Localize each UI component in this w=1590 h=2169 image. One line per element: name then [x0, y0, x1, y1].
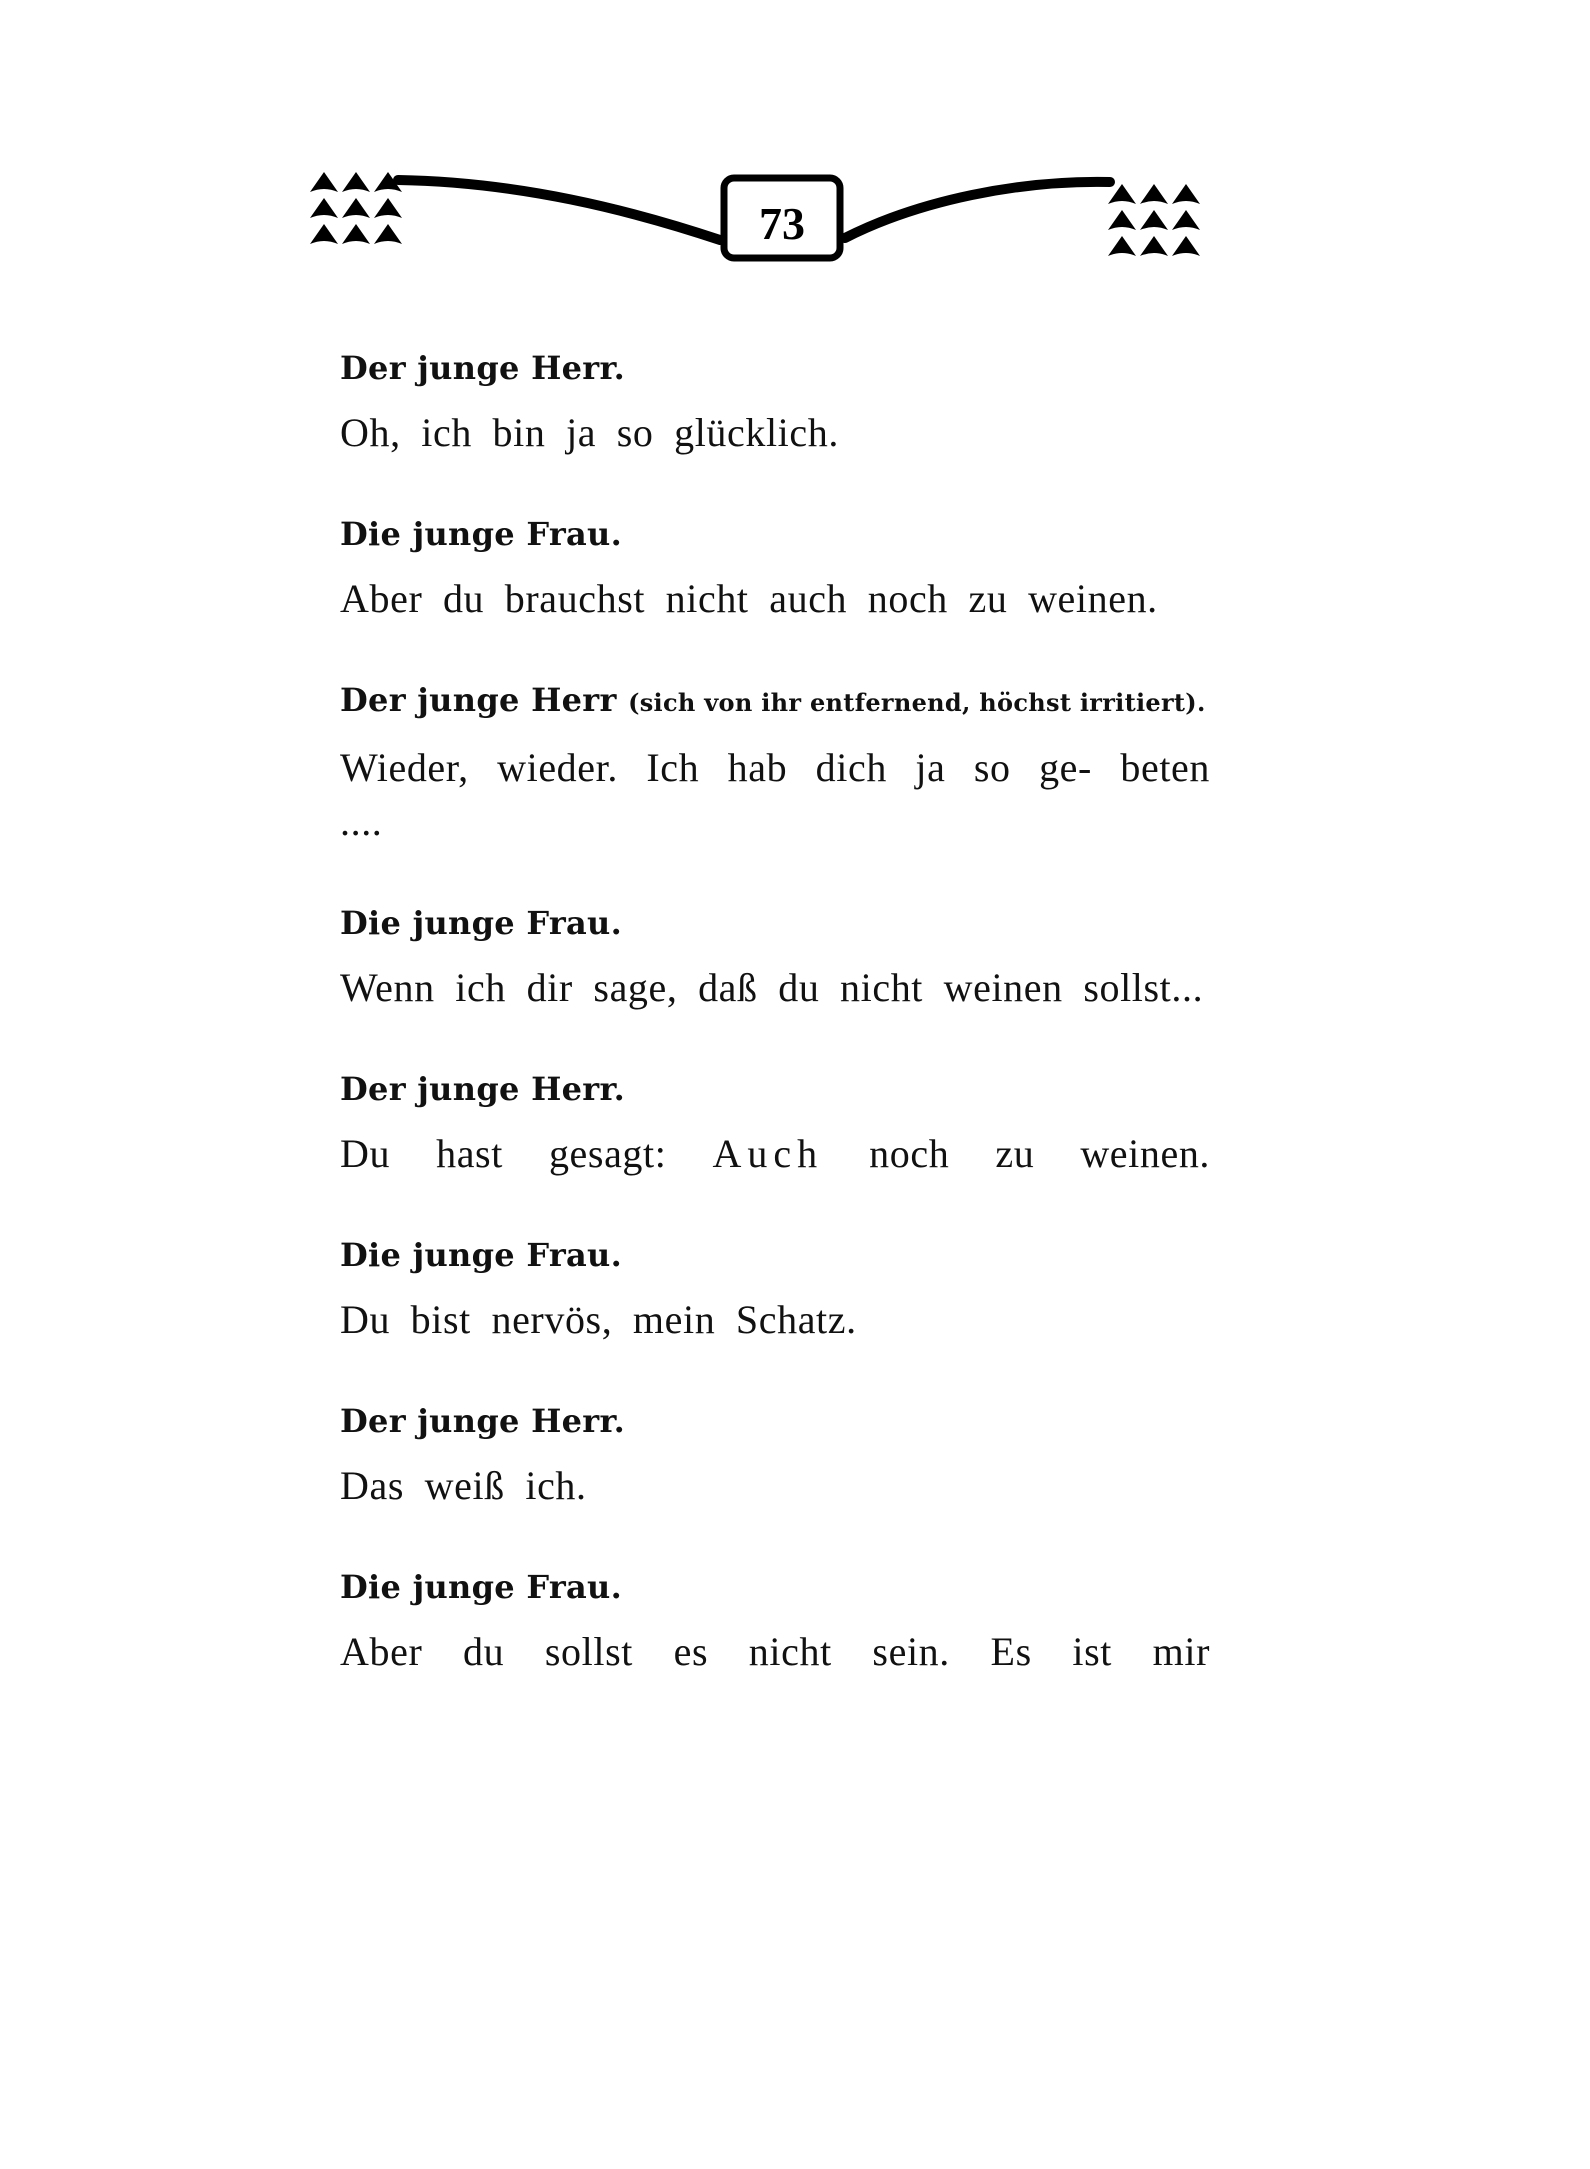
dialogue-block — [340, 1233, 1210, 1347]
dialogue-line: Wenn ich dir sage, daß du nicht weinen sollst... — [340, 965, 1204, 1010]
speaker-with-direction — [340, 678, 1210, 725]
speaker-name: Die junge Frau. — [340, 1236, 623, 1274]
speaker-name: Der junge Herr. — [340, 349, 626, 387]
page-number: 73 — [759, 198, 805, 249]
spade-cluster-right-icon — [1108, 184, 1200, 256]
speaker-name: Der junge Herr — [340, 681, 617, 719]
dialogue-block — [340, 901, 1210, 1015]
dialogue-line: Aber du brauchst nicht auch noch zu weinen. — [340, 576, 1158, 621]
dialogue-block — [340, 1399, 1210, 1513]
right-swash — [845, 182, 1110, 238]
dialogue-line: Aber du sollst es nicht sein. Es ist mir — [340, 1629, 1210, 1674]
dialogue-text-before: Du hast gesagt: — [340, 1131, 667, 1176]
speaker-name: Die junge Frau. — [340, 1568, 623, 1606]
dialogue-block — [340, 678, 1210, 849]
stage-direction: (sich von ihr entfernend, höchst irritiert). — [628, 688, 1206, 717]
dialogue-line: Oh, ich bin ja so glücklich. — [340, 410, 839, 455]
dialogue-line — [340, 1127, 1210, 1181]
dialogue-line: Das weiß ich. — [340, 1463, 587, 1508]
dialogue-text-emphasis: Auch — [712, 1131, 824, 1176]
dialogue-line: Wieder, wieder. Ich hab dich ja so ge- beten .... — [340, 745, 1210, 844]
spade-cluster-left-icon — [310, 172, 402, 244]
speaker-name: Der junge Herr. — [340, 1402, 626, 1440]
dialogue-content — [340, 346, 1210, 1731]
speaker-name: Die junge Frau. — [340, 904, 623, 942]
dialogue-line: Du bist nervös, mein Schatz. — [340, 1297, 857, 1342]
dialogue-block — [340, 346, 1210, 460]
page-header — [300, 160, 1260, 290]
speaker-name: Der junge Herr. — [340, 1070, 626, 1108]
dialogue-block — [340, 1067, 1210, 1181]
dialogue-block — [340, 1565, 1210, 1679]
dialogue-text-after: noch zu weinen. — [869, 1131, 1211, 1176]
left-swash — [398, 180, 720, 240]
speaker-name: Die junge Frau. — [340, 515, 623, 553]
dialogue-block — [340, 512, 1210, 626]
